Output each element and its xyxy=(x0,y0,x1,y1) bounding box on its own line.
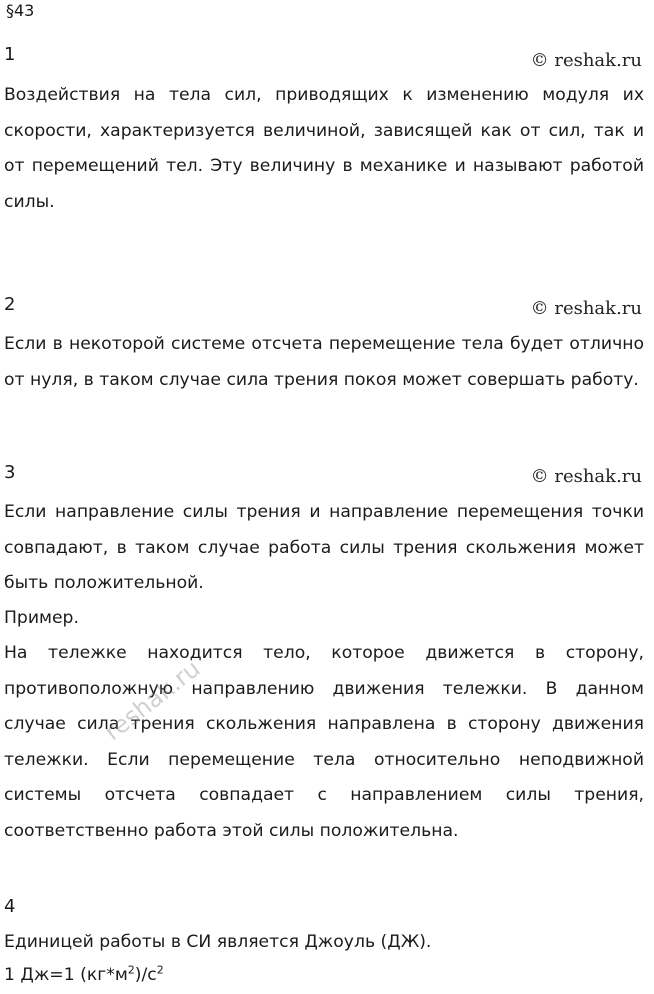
watermark-2: © reshak.ru xyxy=(530,298,642,319)
formula-lhs: 1 Дж=1 (кг*м xyxy=(4,965,128,985)
answer-3-example-text: На тележке находится тело, которое движется в сторону, противоположную направлению движения тележки. В данном случае сила трения скольжения направлена в сторону движения тележки. Если перемещение тела относительно неподвижной системы отсчета совпадает с направлением силы трения, соответственно работа этой силы положительна. xyxy=(4,643,644,841)
answer-1-number: 1 xyxy=(4,44,16,65)
answer-4-number: 4 xyxy=(4,896,16,917)
answer-2-text: Если в некоторой системе отсчета перемещение тела будет отлично от нуля, в таком случае сила трения покоя может совершать работу. xyxy=(4,334,644,390)
answer-3-text: Если направление силы трения и направление перемещения точки совпадают, в таком случае работа силы трения скольжения может быть положительной. xyxy=(4,502,644,593)
answer-1-text: Воздействия на тела сил, приводящих к изменению модуля их скорости, характеризуется величиной, зависящей как от сил, так и от перемещений тел. Эту величину в механике и называют работой силы. xyxy=(4,85,644,212)
formula-exp-1: 2 xyxy=(127,963,135,977)
formula-exp-2: 2 xyxy=(156,963,164,977)
answer-4-formula xyxy=(4,958,164,994)
answer-3-number: 3 xyxy=(4,462,16,483)
watermark-3: © reshak.ru xyxy=(530,466,642,487)
formula-mid: )/с xyxy=(134,965,157,985)
answer-2-number: 2 xyxy=(4,294,16,315)
answer-3-example-label: Пример. xyxy=(4,608,79,628)
answer-4-text: Единицей работы в СИ является Джоуль (ДЖ). xyxy=(4,932,432,952)
diagonal-watermark: reshak.ru xyxy=(99,654,206,747)
section-title: §43 xyxy=(6,1,35,20)
watermark-1: © reshak.ru xyxy=(530,50,642,71)
